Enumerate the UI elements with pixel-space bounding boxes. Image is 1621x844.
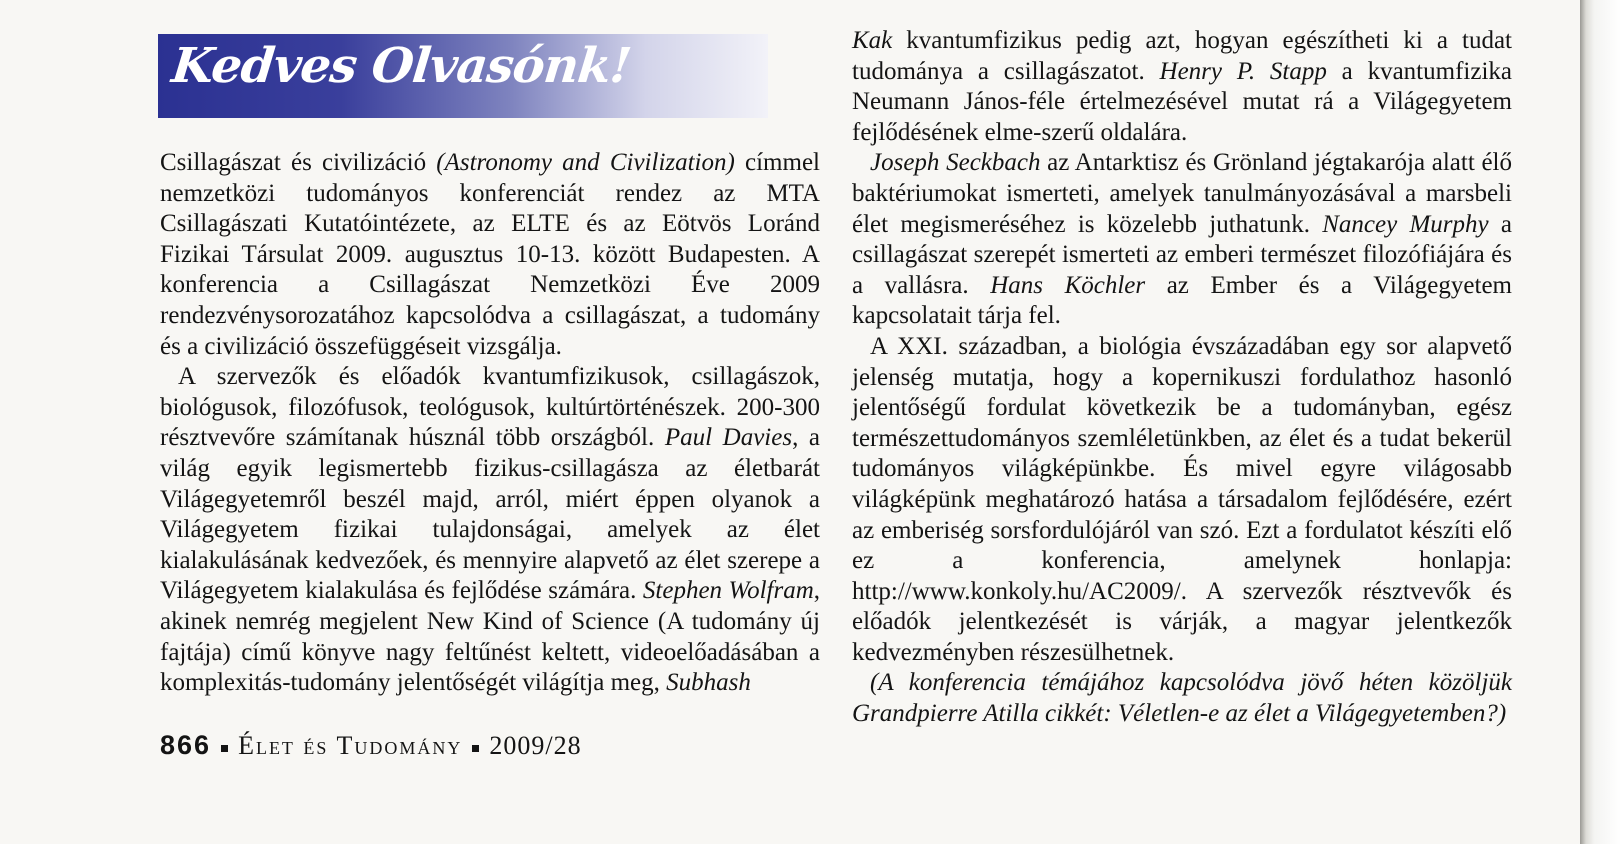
magazine-name: Élet és Tudomány — [238, 731, 463, 760]
square-bullet-icon — [221, 745, 228, 752]
text-span: a csillagászat szerepét ismerteti az emberi természet filozófiájára és a vallásra. — [852, 210, 1512, 299]
banner-title: Kedves Olvasónk! — [169, 38, 634, 94]
text-span: címmel nemzetközi tudományos konferenciát rendez az MTA Csillagászati Kutatóintézete, az ELTE és az Eötvös Loránd Fizikai Társulat 2009. augusztus 10-13. között Budapesten. A konferencia a Csillagászat Nemzetközi Éve 2009 rendezvénysorozatához kapcsolódva a csillagászat, a tudomány és a civilizáció összefüggéseit vizsgálja. — [160, 149, 820, 360]
speaker-name: Subhash — [666, 669, 751, 697]
editor-note: (A konferencia témájához kapcsolódva jövő héten közöljük Grandpierre Atilla cikkét: Véletlen-e az élet a Világegyetemben?) — [852, 669, 1512, 728]
left-paragraph-1 — [160, 148, 820, 362]
text-span: a kvantumfizika Neumann János-féle értelmezésével mutat rá a Világegyetem fejlődésének elme-szerű oldalára. — [852, 57, 1512, 146]
speaker-name: Hans Köchler — [990, 271, 1146, 299]
right-paragraph-2 — [852, 148, 1512, 332]
speaker-name: Joseph Seckbach — [870, 149, 1041, 177]
right-column — [852, 26, 1512, 730]
text-span: Csillagászat és civilizáció — [160, 149, 437, 176]
speaker-name: Stephen Wolfram — [642, 577, 814, 605]
header-banner — [158, 34, 768, 118]
square-bullet-icon — [472, 745, 479, 752]
text-span: , a világ egyik legismertebb fizikus-csillagásza az életbarát Világegyetemről beszél majd, arról, miért éppen olyanok a Világegyetem fizikai tulajdonságai, amelyek az élet kialakulásának kedvezőek, és mennyire alapvető az élet szerepe a Világegyetem kialakulása és fejlődése számára. — [160, 424, 821, 605]
speaker-name: Paul Davies — [664, 424, 793, 452]
text-span: A szervezők és előadók kvantumfizikusok, csillagászok, biológusok, filozófusok, teológusok, kultúrtörténészek. 200-300 résztvevőre számítanak húsznál több országból. — [160, 363, 820, 452]
text-span: az Antarktisz és Grönland jégtakarója alatt élő baktériumokat ismerteti, amelyek tanulmányozásával a marsbeli élet megismeréséhez is közelebb juthatunk. — [852, 149, 1512, 238]
english-title: (Astronomy and Civilization) — [436, 149, 735, 176]
scan-edge — [1580, 0, 1621, 844]
speaker-name: Henry P. Stapp — [1159, 57, 1327, 85]
left-paragraph-2 — [160, 362, 820, 699]
text-span: az Ember és a Világegyetem kapcsolatait tárja fel. — [852, 271, 1512, 330]
left-column — [160, 148, 820, 699]
text-span: kvantumfizikus pedig azt, hogyan egészítheti ki a tudat tudománya a csillagászatot. — [852, 27, 1512, 85]
right-paragraph-3: A XXI. században, a biológia évszázadában egy sor alapvető jelenség mutatja, hogy a kopernikuszi fordulathoz hasonló jelentőségű fordulat következik be a tudományban, egész természettudományos szemléletünkben, az élet és a tudat bekerül tudományos világképünkbe. És mivel egyre világosabb világképünk meghatározó hatása a társadalom fejlődésére, ezért az emberiség sorsfordulójáról van szó. Ezt a fordulatot készíti elő ez a konferencia, amelynek honlapja: http://www.konkoly.hu/AC2009/. A szervezők résztvevők és előadók jelentkezését is várják, a magyar jelentkezők kedvezményben részesülhetnek. — [852, 332, 1512, 666]
speaker-name: Kak — [852, 27, 893, 54]
issue-number: 2009/28 — [489, 731, 582, 760]
speaker-name: Nancey Murphy — [1322, 210, 1489, 238]
page-footer — [160, 730, 582, 761]
right-paragraph-1 — [852, 26, 1512, 148]
text-span: , akinek nemrég megjelent New Kind of Science (A tudomány új fajtája) című könyve nagy feltűnést keltett, videoelőadásában a komplexitás-tudomány jelentőségét világítja meg, — [160, 577, 821, 697]
page-number: 866 — [160, 730, 212, 760]
